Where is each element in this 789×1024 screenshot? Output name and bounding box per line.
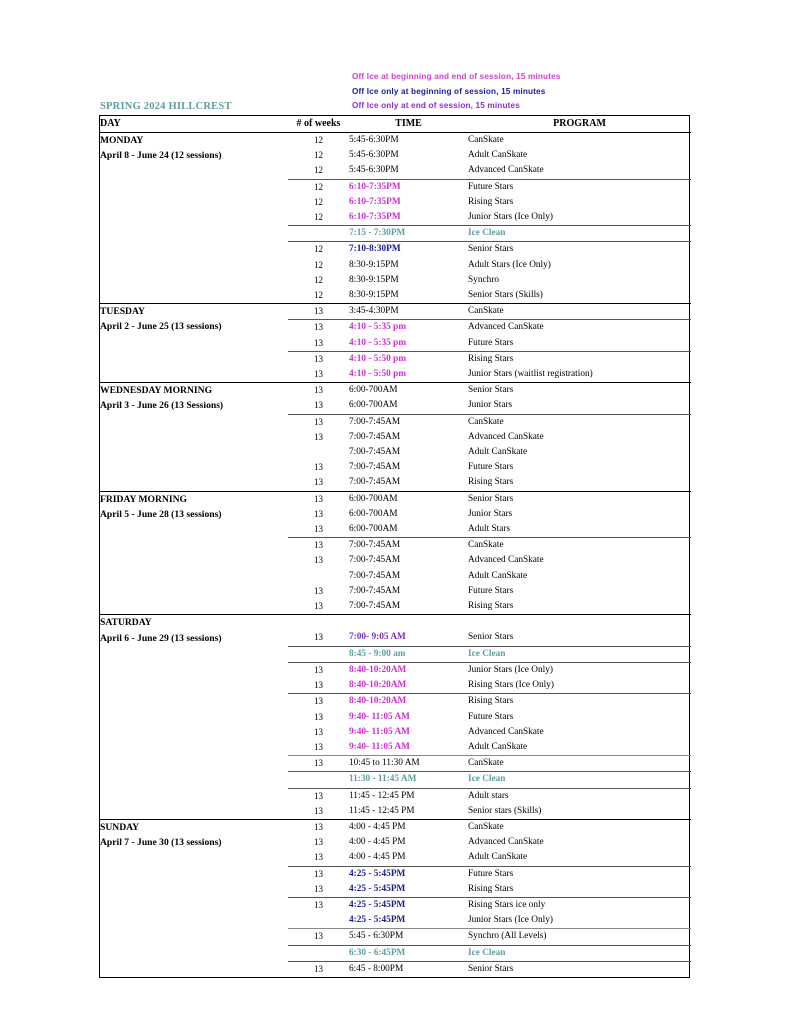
program-cell: Senior Stars [468,632,514,643]
time-cell: 5:45 - 6:30PM [349,929,468,945]
program-cell: Junior Stars [468,508,513,519]
program-cell: Rising Stars ice only [468,897,691,913]
weeks-cell: 13 [288,662,349,678]
weeks-cell: 13 [314,741,323,752]
time-cell [349,615,468,631]
program-cell: Rising Stars [468,351,691,367]
time-cell: 4:25 - 5:45PM [349,883,406,894]
column-header-day: DAY [100,116,288,133]
time-cell: 4:25 - 5:45PM [349,866,468,882]
weeks-cell: 13 [314,805,323,816]
weeks-cell: 13 [288,788,349,804]
day-dates: April 8 - June 24 (12 sessions) [100,150,222,162]
program-cell: Junior Stars (waitlist registration) [468,369,593,380]
time-cell: 6:00-700AM [349,524,398,535]
program-cell: Adult CanSkate [468,741,528,752]
weeks-cell: 13 [314,337,323,348]
column-header-program: PROGRAM [468,116,691,133]
day-cell [100,819,288,977]
weeks-cell: 13 [314,711,323,722]
program-cell: Future Stars [468,711,514,722]
program-cell: CanSkate [468,756,691,772]
time-cell: 7:00-7:45AM [349,447,401,458]
time-cell: 5:45-6:30PM [349,133,468,149]
weeks-cell: 12 [314,212,323,223]
time-cell: 4:10 - 5:35 pm [349,320,468,336]
weeks-cell [288,226,349,242]
weeks-cell: 12 [314,196,323,207]
weeks-cell: 13 [314,852,323,863]
weeks-cell: 13 [314,726,323,737]
day-name: SUNDAY [100,821,140,833]
time-cell: 4:25 - 5:45PM [349,897,468,913]
legend-line-off-ice-beginning: Off Ice only at beginning of session, 15 minutes [352,86,546,96]
weeks-cell: 13 [288,694,349,710]
day-name: MONDAY [100,135,144,146]
weeks-cell: 12 [314,150,323,161]
time-cell: 5:45-6:30PM [349,150,399,161]
time-cell: 6:10-7:35PM [349,212,401,223]
time-cell: 7:00-7:45AM [349,585,401,596]
weeks-cell: 12 [314,274,323,285]
weeks-cell [288,772,349,788]
table-row [100,383,691,399]
program-cell: Rising Stars [468,883,514,894]
program-cell: Future Stars [468,179,691,195]
program-cell: Ice Clean [468,646,691,662]
program-cell: Advanced CanSkate [468,555,544,566]
day-dates: April 7 - June 30 (13 sessions) [100,837,222,849]
time-cell: 7:00-7:45AM [349,601,401,612]
program-cell: Advanced CanSkate [468,165,544,176]
day-cell [100,133,288,304]
table-row [100,304,691,320]
program-cell: Senior stars (Skills) [468,805,542,816]
weeks-cell: 13 [314,555,323,566]
time-cell: 7:00-7:45AM [349,431,401,442]
day-dates: April 5 - June 28 (13 sessions) [100,508,222,520]
day-name: TUESDAY [100,306,145,318]
time-cell: 10:45 to 11:30 AM [349,756,468,772]
time-cell: 9:40- 11:05 AM [349,726,410,737]
program-cell: Junior Stars [468,400,513,411]
time-cell: 4:00 - 4:45 PM [349,819,468,835]
table-row [100,491,691,507]
weeks-cell: 12 [288,133,349,149]
weeks-cell: 13 [288,866,349,882]
weeks-cell: 13 [314,400,323,411]
schedule-table [100,116,691,977]
time-cell: 7:10-8:30PM [349,242,468,258]
program-cell: Advanced CanSkate [468,320,691,336]
column-header-time: TIME [349,116,468,133]
weeks-cell: 13 [314,601,323,612]
program-cell: Advanced CanSkate [468,431,544,442]
table-header-row [100,116,691,133]
weeks-cell: 13 [314,632,323,643]
weeks-cell [288,615,349,631]
time-cell: 8:40-10:20AM [349,694,468,710]
program-cell: Senior Stars [468,383,691,399]
weeks-cell: 13 [288,304,349,320]
time-cell: 8:30-9:15PM [349,290,399,301]
weeks-cell: 13 [288,756,349,772]
time-cell: 3:45-4:30PM [349,304,468,320]
weeks-cell: 13 [314,883,323,894]
program-cell: Advanced CanSkate [468,837,544,848]
weeks-cell [288,913,349,929]
time-cell: 7:00-7:45AM [349,414,468,430]
weeks-cell: 13 [288,414,349,430]
program-cell: Adult stars [468,788,691,804]
day-cell [100,304,288,383]
program-cell: Advanced CanSkate [468,726,544,737]
legend-line-off-ice-end: Off Ice only at end of session, 15 minutes [352,101,520,111]
time-cell: 8:45 - 9:00 am [349,646,468,662]
time-cell: 4:00 - 4:45 PM [349,852,406,863]
program-cell: Adult CanSkate [468,447,528,458]
program-cell: Ice Clean [468,772,691,788]
program-cell: Future Stars [468,337,514,348]
time-cell: 5:45-6:30PM [349,165,399,176]
weeks-cell: 13 [288,929,349,945]
day-cell [100,615,288,820]
weeks-cell: 13 [314,462,323,473]
table-row [100,819,691,835]
program-cell: Rising Stars [468,196,514,207]
program-cell: Junior Stars (Ice Only) [468,212,553,223]
day-name: SATURDAY [100,617,152,629]
time-cell: 6:30 - 6:45PM [349,945,468,961]
time-cell: 4:10 - 5:35 pm [349,337,407,348]
program-cell: Future Stars [468,866,691,882]
program-cell: Ice Clean [468,226,691,242]
day-dates: April 2 - June 25 (13 sessions) [100,321,222,333]
time-cell: 6:00-700AM [349,383,468,399]
program-cell: CanSkate [468,133,691,149]
day-dates: April 3 - June 26 (13 Sessions) [100,400,224,412]
program-cell: Senior Stars [468,961,691,977]
weeks-cell: 13 [288,961,349,977]
weeks-cell: 12 [288,179,349,195]
time-cell: 8:40-10:20AM [349,680,407,691]
schedule-table-wrapper [99,115,690,978]
weeks-cell: 13 [288,383,349,399]
weeks-cell: 13 [288,819,349,835]
time-cell: 6:45 - 8:00PM [349,961,468,977]
day-dates: April 6 - June 29 (13 sessions) [100,632,222,644]
weeks-cell: 13 [314,431,323,442]
program-cell: Adult CanSkate [468,150,528,161]
weeks-cell [288,945,349,961]
time-cell: 11:45 - 12:45 PM [349,788,468,804]
program-cell: Rising Stars [468,694,691,710]
weeks-cell: 12 [314,290,323,301]
weeks-cell: 12 [314,165,323,176]
time-cell: 4:10 - 5:50 pm [349,369,407,380]
time-cell: 7:00-7:45AM [349,462,401,473]
page-title: SPRING 2024 HILLCREST [100,101,232,112]
program-cell: Adult CanSkate [468,570,528,581]
program-cell: Junior Stars (Ice Only) [468,662,691,678]
time-cell: 6:10-7:35PM [349,179,468,195]
program-cell: Senior Stars [468,491,691,507]
weeks-cell: 12 [288,242,349,258]
program-cell: Adult CanSkate [468,852,528,863]
time-cell: 4:00 - 4:45 PM [349,837,406,848]
weeks-cell: 13 [288,491,349,507]
time-cell: 6:00-700AM [349,400,398,411]
program-cell [468,615,691,631]
weeks-cell: 13 [314,508,323,519]
time-cell: 7:00-7:45AM [349,477,401,488]
table-row [100,133,691,149]
weeks-cell: 13 [314,680,323,691]
program-cell: Future Stars [468,462,514,473]
program-cell: Future Stars [468,585,514,596]
weeks-cell: 13 [288,538,349,554]
weeks-cell [288,445,349,460]
time-cell: 8:30-9:15PM [349,274,399,285]
time-cell: 11:45 - 12:45 PM [349,805,415,816]
program-cell: CanSkate [468,304,691,320]
day-cell [100,491,288,615]
time-cell: 7:15 - 7:30PM [349,226,468,242]
legend-line-off-ice-both: Off Ice at beginning and end of session, 15 minutes [352,72,561,81]
program-cell: Rising Stars [468,477,514,488]
program-cell: Rising Stars [468,601,514,612]
weeks-cell: 13 [314,837,323,848]
program-cell: CanSkate [468,538,691,554]
time-cell: 8:40-10:20AM [349,662,468,678]
program-cell: Senior Stars (Skills) [468,290,543,301]
program-cell: Junior Stars (Ice Only) [468,915,553,926]
time-cell: 9:40- 11:05 AM [349,741,410,752]
time-cell: 6:00-700AM [349,508,398,519]
program-cell: Senior Stars [468,242,691,258]
program-cell: Rising Stars (Ice Only) [468,680,554,691]
time-cell: 7:00-7:45AM [349,570,401,581]
weeks-cell: 13 [288,320,349,336]
time-cell: 4:25 - 5:45PM [349,915,406,926]
legend [352,70,682,114]
time-cell: 8:30-9:15PM [349,259,399,270]
day-name: WEDNESDAY MORNING [100,385,213,397]
time-cell: 6:00-700AM [349,491,468,507]
program-cell: Synchro (All Levels) [468,929,691,945]
day-name: FRIDAY MORNING [100,493,187,505]
weeks-cell: 13 [314,369,323,380]
program-cell: Adult Stars [468,524,511,535]
weeks-cell: 13 [314,477,323,488]
time-cell: 6:10-7:35PM [349,196,401,207]
weeks-cell: 13 [288,897,349,913]
column-header-weeks: # of weeks [288,116,349,133]
weeks-cell: 13 [288,351,349,367]
day-cell [100,383,288,491]
weeks-cell: 13 [314,585,323,596]
weeks-cell [288,646,349,662]
time-cell: 7:00-7:45AM [349,555,401,566]
weeks-cell: 13 [314,524,323,535]
time-cell: 4:10 - 5:50 pm [349,351,468,367]
program-cell: Ice Clean [468,945,691,961]
program-cell: CanSkate [468,819,691,835]
time-cell: 11:30 - 11:45 AM [349,772,468,788]
weeks-cell: 12 [314,259,323,270]
time-cell: 7:00- 9:05 AM [349,632,406,643]
table-row [100,615,691,631]
time-cell: 9:40- 11:05 AM [349,711,410,722]
program-cell: Synchro [468,274,499,285]
program-cell: CanSkate [468,414,691,430]
time-cell: 7:00-7:45AM [349,538,468,554]
weeks-cell [288,569,349,584]
program-cell: Adult Stars (Ice Only) [468,259,551,270]
